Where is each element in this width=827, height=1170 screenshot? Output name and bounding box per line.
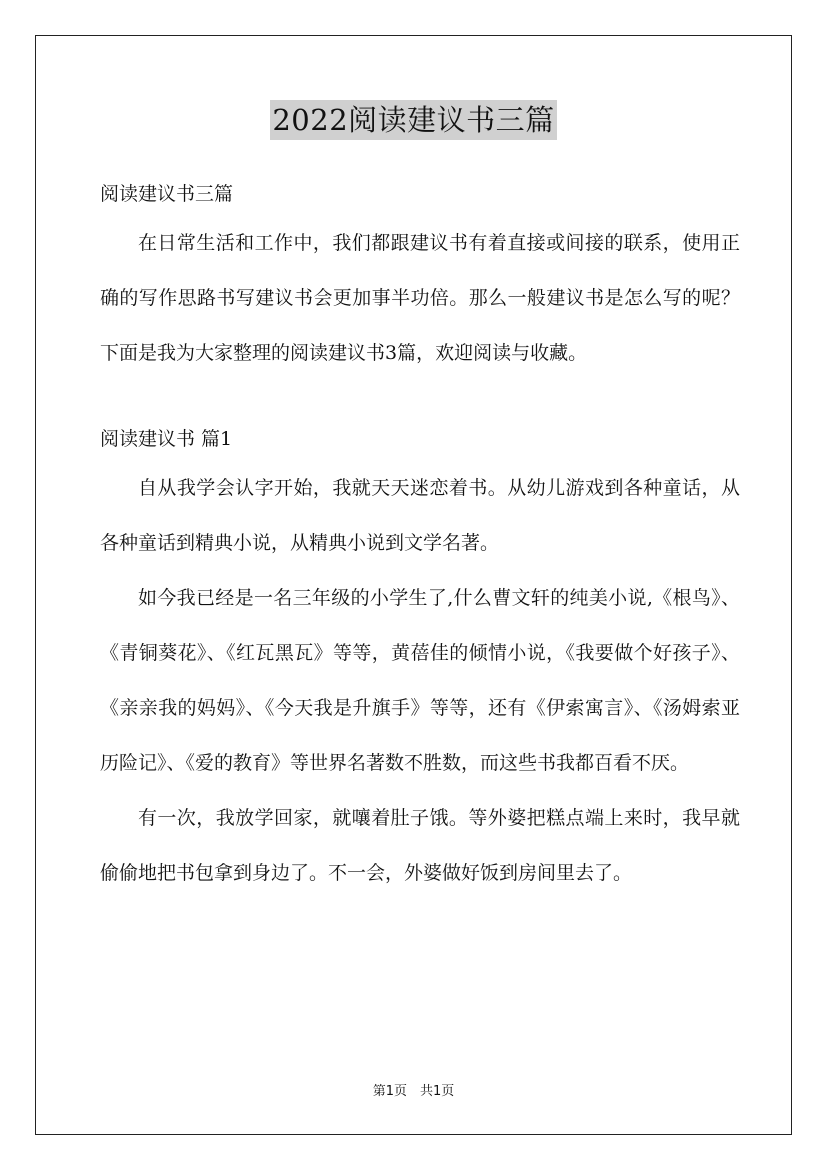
body-paragraph-3: 有一次，我放学回家，就嚷着肚子饿。等外婆把糕点端上来时，我早就偷偷地把书包拿到身边了。不一会，外婆做好饭到房间里去了。 — [100, 807, 740, 884]
page-number-footer: 第1页 共1页 — [372, 1084, 455, 1099]
document-title: 2022阅读建议书三篇 — [270, 100, 556, 140]
section-heading: 阅读建议书 篇1 — [100, 428, 233, 450]
body-paragraph-1: 自从我学会认字开始，我就天天迷恋着书。从幼儿游戏到各种童话，从各种童话到精典小说，从精典小说到文学名著。 — [100, 477, 740, 554]
section-spacer — [100, 381, 740, 417]
body-paragraph-2: 如今我已经是一名三年级的小学生了,什么曹文轩的纯美小说,《根鸟》、《青铜葵花》、《红瓦黑瓦》等等，黄蓓佳的倾情小说，《我要做个好孩子》、《亲亲我的妈妈》、《今天我是升旗手》等等，还有《伊索寓言》、《汤姆索亚历险记》、《爱的教育》等世界名著数不胜数，而这些书我都百看不厌。 — [100, 587, 740, 774]
subtitle: 阅读建议书三篇 — [100, 183, 234, 205]
intro-paragraph: 在日常生活和工作中，我们都跟建议书有着直接或间接的联系，使用正确的写作思路书写建议书会更加事半功倍。那么一般建议书是怎么写的呢？下面是我为大家整理的阅读建议书3篇，欢迎阅读与收藏。 — [100, 232, 740, 364]
document-body — [100, 172, 740, 901]
title-container — [0, 100, 827, 140]
